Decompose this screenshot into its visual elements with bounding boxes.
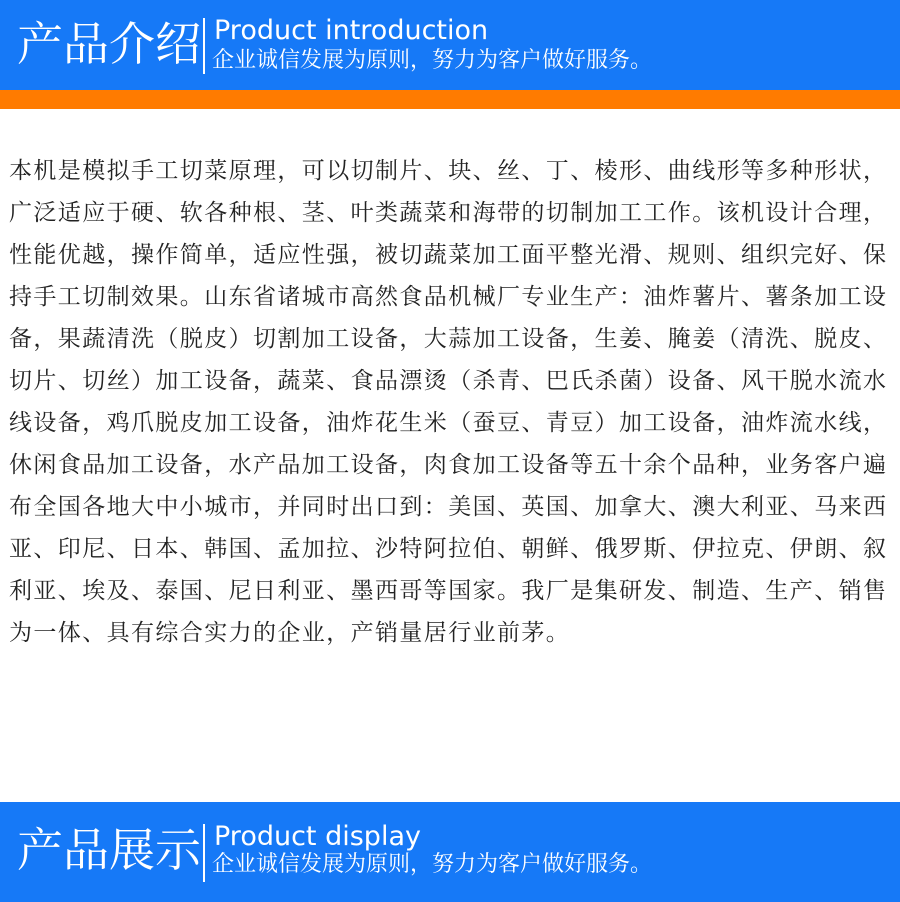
section-slogan: 企业诚信发展为原则，努力为客户做好服务。 (212, 852, 653, 877)
title-divider (203, 18, 205, 74)
title-divider (203, 824, 205, 882)
accent-bar (0, 90, 900, 109)
section-title-en: Product display (214, 821, 421, 852)
product-description: 本机是模拟手工切菜原理，可以切制片、块、丝、丁、棱形、曲线形等多种形状，广泛适应于硬、软各种根、茎、叶类蔬菜和海带的切制加工工作。该机设计合理，性能优越，操作简单，适应性强，被切蔬菜加工面平整光滑、规则、组织完好、保持手工切制效果。山东省诸城市高然食品机械厂专业生产：油炸薯片、薯条加工设备，果蔬清洗（脱皮）切割加工设备，大蒜加工设备，生姜、腌姜（清洗、脱皮、切片、切丝）加工设备，蔬菜、食品漂烫（杀青、巴氏杀菌）设备、风干脱水流水线设备，鸡爪脱皮加工设备，油炸花生米（蚕豆、青豆）加工设备，油炸流水线，休闲食品加工设备，水产品加工设备，肉食加工设备等五十余个品种，业务客户遍布全国各地大中小城市，并同时出口到：美国、英国、加拿大、澳大利亚、马来西亚、印尼、日本、韩国、孟加拉、沙特阿拉伯、朝鲜、俄罗斯、伊拉克、伊朗、叙利亚、埃及、泰国、尼日利亚、墨西哥等国家。我厂是集研发、制造、生产、销售为一体、具有综合实力的企业，产销量居行业前茅。 (9, 158, 888, 646)
section-title-cn: 产品展示 (17, 823, 201, 877)
product-display-banner (0, 802, 900, 902)
section-slogan: 企业诚信发展为原则，努力为客户做好服务。 (212, 48, 653, 73)
product-introduction-banner (0, 0, 900, 90)
section-title-en: Product introduction (214, 15, 489, 46)
section-title-cn: 产品介绍 (17, 17, 201, 71)
